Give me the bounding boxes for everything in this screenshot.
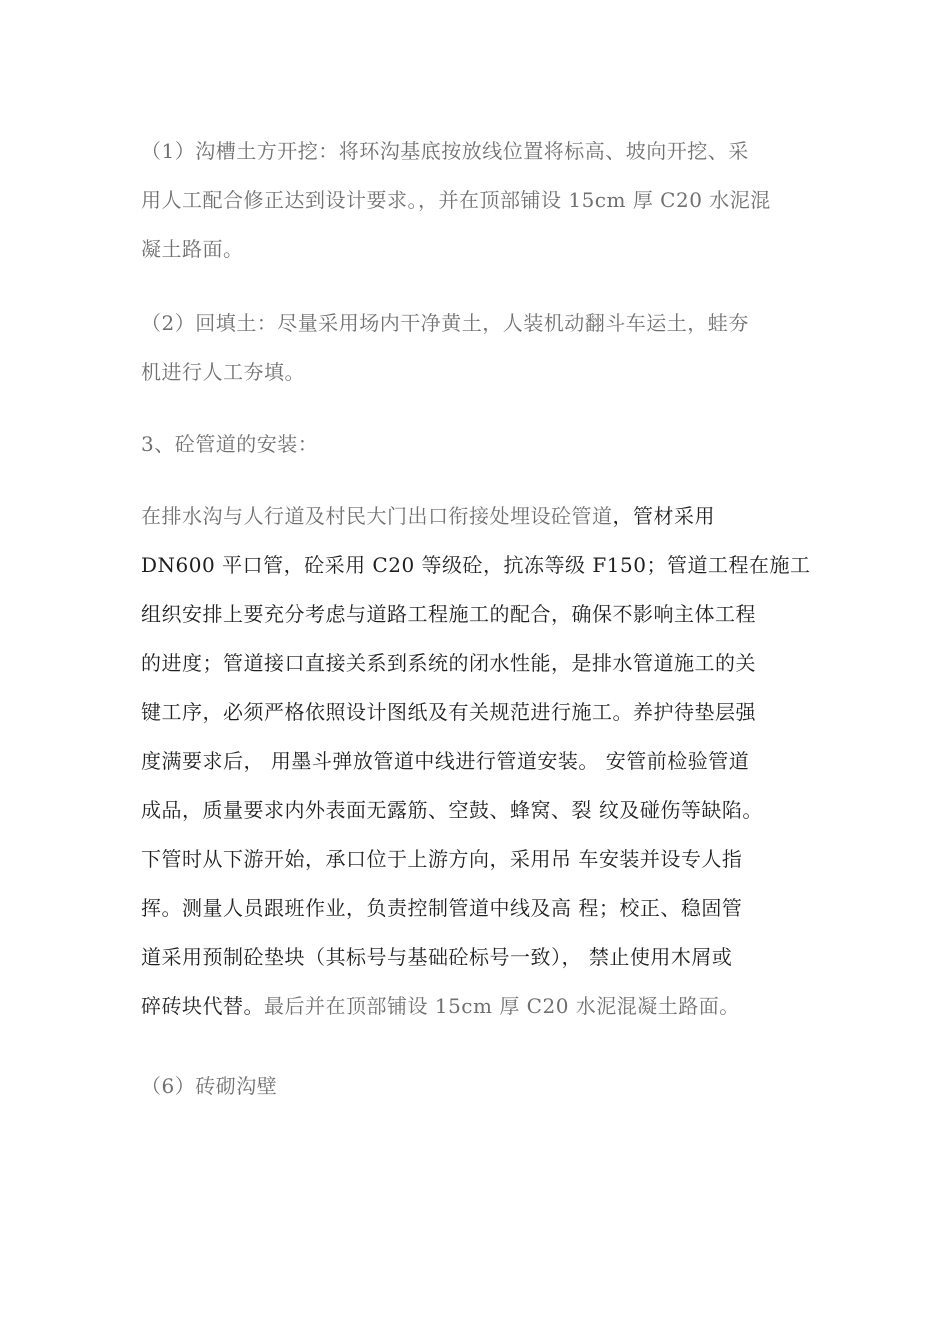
text-line: 道采用预制砼垫块（其标号与基础砼标号一致）， 禁止使用木屑或 [141, 945, 733, 969]
paragraph-trench-excavation [141, 127, 816, 274]
text-line: 的进度；管道接口直接关系到系统的闭水性能，是排水管道施工的关 [141, 651, 756, 675]
text-line: 用人工配合修正达到设计要求。，并在顶部铺设 15cm 厚 C20 水泥混 [141, 188, 771, 212]
text-line: 机进行人工夯填。 [141, 360, 305, 384]
text-line: 成品，质量要求内外表面无露筋、空鼓、蜂窝、裂 纹及碰伤等缺陷。 [141, 798, 763, 822]
text-run-dark: ，管材采用 [612, 504, 715, 528]
text-line: 度满要求后， 用墨斗弹放管道中线进行管道安装。 安管前检验管道 [141, 749, 750, 773]
text-line: 挥。测量人员跟班作业，负责控制管道中线及高 程；校正、稳固管 [141, 896, 743, 920]
text-line [141, 982, 816, 1031]
text-line: 键工序，必须严格依照设计图纸及有关规范进行施工。养护待垫层强 [141, 700, 756, 724]
paragraph-backfill [141, 299, 816, 397]
text-line: 凝土路面。 [141, 237, 244, 261]
paragraph-brick-wall [141, 1062, 816, 1111]
text-line: （1）沟槽土方开挖：将环沟基底按放线位置将标高、坡向开挖、采 [141, 139, 749, 163]
text-line: 组织安排上要充分考虑与道路工程施工的配合，确保不影响主体工程 [141, 602, 756, 626]
text-run-dark: 碎砖块代替。 [141, 994, 264, 1018]
paragraph-pipe-installation [141, 492, 816, 1031]
section-heading-pipe-installation [141, 420, 816, 469]
text-line: （6）砖砌沟壁 [141, 1074, 278, 1098]
text-line: （2）回填土：尽量采用场内干净黄土，人装机动翻斗车运土，蛙夯 [141, 311, 749, 335]
text-line: 3、砼管道的安装： [141, 432, 319, 456]
text-run-gray: 最后并在顶部铺设 15cm 厚 C20 水泥混凝土路面。 [264, 994, 740, 1018]
text-line: DN600 平口管，砼采用 C20 等级砼，抗冻等级 F150；管道工程在施工 [141, 553, 811, 577]
text-line [141, 492, 816, 541]
text-line: 下管时从下游开始，承口位于上游方向，采用吊 车安装并设专人指 [141, 847, 743, 871]
text-run-gray: 在排水沟与人行道及村民大门出口衔接处埋设砼管道 [141, 504, 613, 528]
